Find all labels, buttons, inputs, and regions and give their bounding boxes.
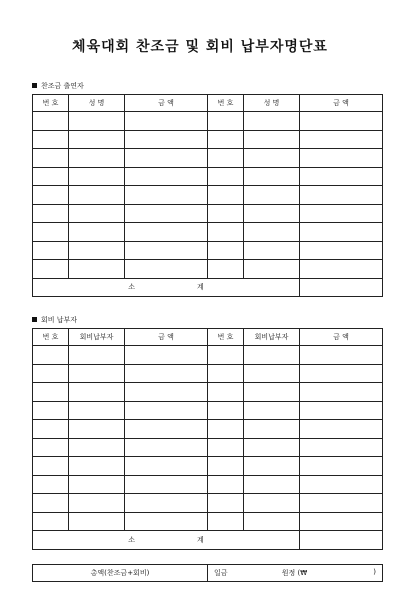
sponsor-header-cell: 금 액 xyxy=(125,95,208,112)
fee-cell[interactable] xyxy=(125,364,208,383)
sponsor-cell[interactable] xyxy=(300,241,383,260)
sponsor-cell[interactable] xyxy=(33,130,69,149)
sponsor-cell[interactable] xyxy=(244,260,300,279)
fee-header-cell: 금 액 xyxy=(300,329,383,346)
sponsor-cell[interactable] xyxy=(244,149,300,168)
sponsor-cell[interactable] xyxy=(244,112,300,131)
fee-header-cell: 금 액 xyxy=(125,329,208,346)
sponsor-row xyxy=(33,260,383,279)
sponsor-cell[interactable] xyxy=(244,186,300,205)
sponsor-row xyxy=(33,204,383,223)
fee-cell[interactable] xyxy=(125,494,208,513)
fee-cell[interactable] xyxy=(125,420,208,439)
sponsor-row xyxy=(33,223,383,242)
sponsor-cell[interactable] xyxy=(33,241,69,260)
fee-subtotal-label xyxy=(33,531,300,550)
fee-cell[interactable] xyxy=(244,438,300,457)
fee-cell[interactable] xyxy=(69,457,125,476)
sponsor-cell[interactable] xyxy=(208,149,244,168)
sponsor-cell[interactable] xyxy=(69,241,125,260)
sponsor-cell[interactable] xyxy=(33,204,69,223)
fee-cell[interactable] xyxy=(33,346,69,365)
sponsor-cell[interactable] xyxy=(33,167,69,186)
fee-cell[interactable] xyxy=(33,364,69,383)
fee-cell[interactable] xyxy=(208,457,244,476)
fee-cell[interactable] xyxy=(125,346,208,365)
sponsor-subtotal-row xyxy=(33,278,383,297)
fee-cell[interactable] xyxy=(125,438,208,457)
fee-header-row xyxy=(33,329,383,346)
sponsor-cell[interactable] xyxy=(33,260,69,279)
fee-cell[interactable] xyxy=(33,457,69,476)
sponsor-cell[interactable] xyxy=(69,186,125,205)
fee-cell[interactable] xyxy=(125,457,208,476)
fee-cell[interactable] xyxy=(244,494,300,513)
total-amount-cell[interactable] xyxy=(208,565,383,582)
sponsor-cell[interactable] xyxy=(208,223,244,242)
sponsor-header-row xyxy=(33,95,383,112)
fee-row xyxy=(33,346,383,365)
sponsor-subtotal-value[interactable] xyxy=(300,278,383,297)
sponsor-cell[interactable] xyxy=(244,130,300,149)
sponsor-cell[interactable] xyxy=(208,112,244,131)
sponsor-cell[interactable] xyxy=(208,260,244,279)
sponsor-cell[interactable] xyxy=(125,223,208,242)
fee-cell[interactable] xyxy=(33,383,69,402)
fee-cell[interactable] xyxy=(208,383,244,402)
fee-cell[interactable] xyxy=(125,401,208,420)
sponsor-cell[interactable] xyxy=(69,149,125,168)
sponsor-cell[interactable] xyxy=(125,186,208,205)
fee-cell[interactable] xyxy=(208,475,244,494)
sponsor-row xyxy=(33,167,383,186)
sponsor-cell[interactable] xyxy=(125,112,208,131)
sponsor-cell[interactable] xyxy=(33,112,69,131)
sponsor-cell[interactable] xyxy=(69,260,125,279)
total-amount-suffix: 원정 (₩ xyxy=(281,569,308,577)
sponsor-cell[interactable] xyxy=(300,112,383,131)
sponsor-cell[interactable] xyxy=(125,241,208,260)
fee-cell[interactable] xyxy=(244,420,300,439)
fee-header-cell: 회비납부자 xyxy=(69,329,125,346)
fee-cell[interactable] xyxy=(208,438,244,457)
sponsor-cell[interactable] xyxy=(69,223,125,242)
sponsor-cell[interactable] xyxy=(208,204,244,223)
fee-cell[interactable] xyxy=(208,420,244,439)
sponsor-cell[interactable] xyxy=(300,204,383,223)
sponsor-row xyxy=(33,186,383,205)
sponsor-cell[interactable] xyxy=(125,260,208,279)
fee-section-label xyxy=(32,316,77,325)
fee-row xyxy=(33,401,383,420)
fee-subtotal-row xyxy=(33,531,383,550)
sponsor-cell[interactable] xyxy=(300,260,383,279)
fee-cell[interactable] xyxy=(300,457,383,476)
fee-cell[interactable] xyxy=(300,438,383,457)
sponsor-cell[interactable] xyxy=(300,167,383,186)
sponsor-section-label xyxy=(32,82,84,91)
total-label: 총액(찬조금+회비) xyxy=(33,565,208,582)
sponsor-cell[interactable] xyxy=(208,130,244,149)
sponsor-header-cell: 성 명 xyxy=(244,95,300,112)
fee-row xyxy=(33,364,383,383)
sponsor-header-cell: 번 호 xyxy=(208,95,244,112)
sponsor-cell[interactable] xyxy=(244,223,300,242)
sponsor-cell[interactable] xyxy=(125,204,208,223)
document-title: 체육대회 찬조금 및 회비 납부자명단표 xyxy=(72,39,328,55)
sponsor-cell[interactable] xyxy=(125,149,208,168)
fee-cell[interactable] xyxy=(69,364,125,383)
fee-cell[interactable] xyxy=(244,457,300,476)
fee-cell[interactable] xyxy=(69,438,125,457)
fee-subtotal-left: 소 xyxy=(128,535,135,544)
fee-cell[interactable] xyxy=(300,401,383,420)
sponsor-table xyxy=(32,94,383,297)
fee-cell[interactable] xyxy=(244,512,300,531)
fee-cell[interactable] xyxy=(33,438,69,457)
fee-cell[interactable] xyxy=(300,346,383,365)
fee-cell[interactable] xyxy=(244,401,300,420)
sponsor-cell[interactable] xyxy=(244,204,300,223)
sponsor-cell[interactable] xyxy=(208,167,244,186)
fee-cell[interactable] xyxy=(69,346,125,365)
sponsor-cell[interactable] xyxy=(69,130,125,149)
fee-cell[interactable] xyxy=(300,512,383,531)
fee-cell[interactable] xyxy=(33,475,69,494)
sponsor-header-cell: 금 액 xyxy=(300,95,383,112)
sponsor-cell[interactable] xyxy=(33,186,69,205)
sponsor-cell[interactable] xyxy=(244,241,300,260)
sponsor-row xyxy=(33,241,383,260)
sponsor-section-text: 찬조금 출연자 xyxy=(41,82,84,90)
fee-cell[interactable] xyxy=(69,475,125,494)
sponsor-row xyxy=(33,130,383,149)
sponsor-cell[interactable] xyxy=(33,223,69,242)
fee-cell[interactable] xyxy=(300,494,383,513)
sponsor-cell[interactable] xyxy=(125,167,208,186)
fee-header-cell: 회비납부자 xyxy=(244,329,300,346)
sponsor-cell[interactable] xyxy=(69,112,125,131)
sponsor-header-cell: 성 명 xyxy=(69,95,125,112)
fee-cell[interactable] xyxy=(300,383,383,402)
sponsor-subtotal-right: 계 xyxy=(197,283,204,292)
fee-cell[interactable] xyxy=(69,401,125,420)
sponsor-cell[interactable] xyxy=(69,204,125,223)
fee-header-cell: 번 호 xyxy=(33,329,69,346)
fee-cell[interactable] xyxy=(300,420,383,439)
sponsor-cell[interactable] xyxy=(33,149,69,168)
sponsor-cell[interactable] xyxy=(300,186,383,205)
fee-cell[interactable] xyxy=(125,512,208,531)
fee-cell[interactable] xyxy=(69,420,125,439)
sponsor-cell[interactable] xyxy=(300,149,383,168)
fee-cell[interactable] xyxy=(300,475,383,494)
sponsor-subtotal-left: 소 xyxy=(128,283,135,292)
fee-cell[interactable] xyxy=(208,346,244,365)
sponsor-cell[interactable] xyxy=(125,130,208,149)
fee-row xyxy=(33,438,383,457)
fee-row xyxy=(33,420,383,439)
fee-cell[interactable] xyxy=(33,512,69,531)
total-close-paren: ) xyxy=(373,568,376,576)
sponsor-cell[interactable] xyxy=(300,130,383,149)
fee-cell[interactable] xyxy=(125,383,208,402)
sponsor-subtotal-label xyxy=(33,278,300,297)
sponsor-cell[interactable] xyxy=(244,167,300,186)
fee-row xyxy=(33,383,383,402)
fee-cell[interactable] xyxy=(208,494,244,513)
square-bullet-icon xyxy=(32,317,37,322)
fee-subtotal-right: 계 xyxy=(197,535,204,544)
fee-section-text: 회비 납부자 xyxy=(41,316,78,324)
total-table xyxy=(32,564,383,582)
fee-cell[interactable] xyxy=(244,364,300,383)
sponsor-header-cell: 번 호 xyxy=(33,95,69,112)
sponsor-row xyxy=(33,112,383,131)
fee-cell[interactable] xyxy=(69,512,125,531)
fee-cell[interactable] xyxy=(244,475,300,494)
fee-row xyxy=(33,512,383,531)
total-amount-prefix: 일금 xyxy=(214,569,228,577)
fee-cell[interactable] xyxy=(69,383,125,402)
fee-row xyxy=(33,494,383,513)
sponsor-cell[interactable] xyxy=(300,223,383,242)
square-bullet-icon xyxy=(32,83,37,88)
fee-cell[interactable] xyxy=(244,346,300,365)
fee-cell[interactable] xyxy=(244,383,300,402)
fee-cell[interactable] xyxy=(208,512,244,531)
sponsor-row xyxy=(33,149,383,168)
fee-cell[interactable] xyxy=(33,494,69,513)
sponsor-cell[interactable] xyxy=(208,241,244,260)
fee-cell[interactable] xyxy=(69,494,125,513)
fee-header-cell: 번 호 xyxy=(208,329,244,346)
fee-cell[interactable] xyxy=(125,475,208,494)
fee-cell[interactable] xyxy=(300,364,383,383)
fee-cell[interactable] xyxy=(33,420,69,439)
fee-cell[interactable] xyxy=(208,364,244,383)
sponsor-cell[interactable] xyxy=(69,167,125,186)
fee-table xyxy=(32,328,383,550)
fee-cell[interactable] xyxy=(33,401,69,420)
fee-subtotal-value[interactable] xyxy=(300,531,383,550)
fee-row xyxy=(33,475,383,494)
fee-row xyxy=(33,457,383,476)
fee-cell[interactable] xyxy=(208,401,244,420)
sponsor-cell[interactable] xyxy=(208,186,244,205)
